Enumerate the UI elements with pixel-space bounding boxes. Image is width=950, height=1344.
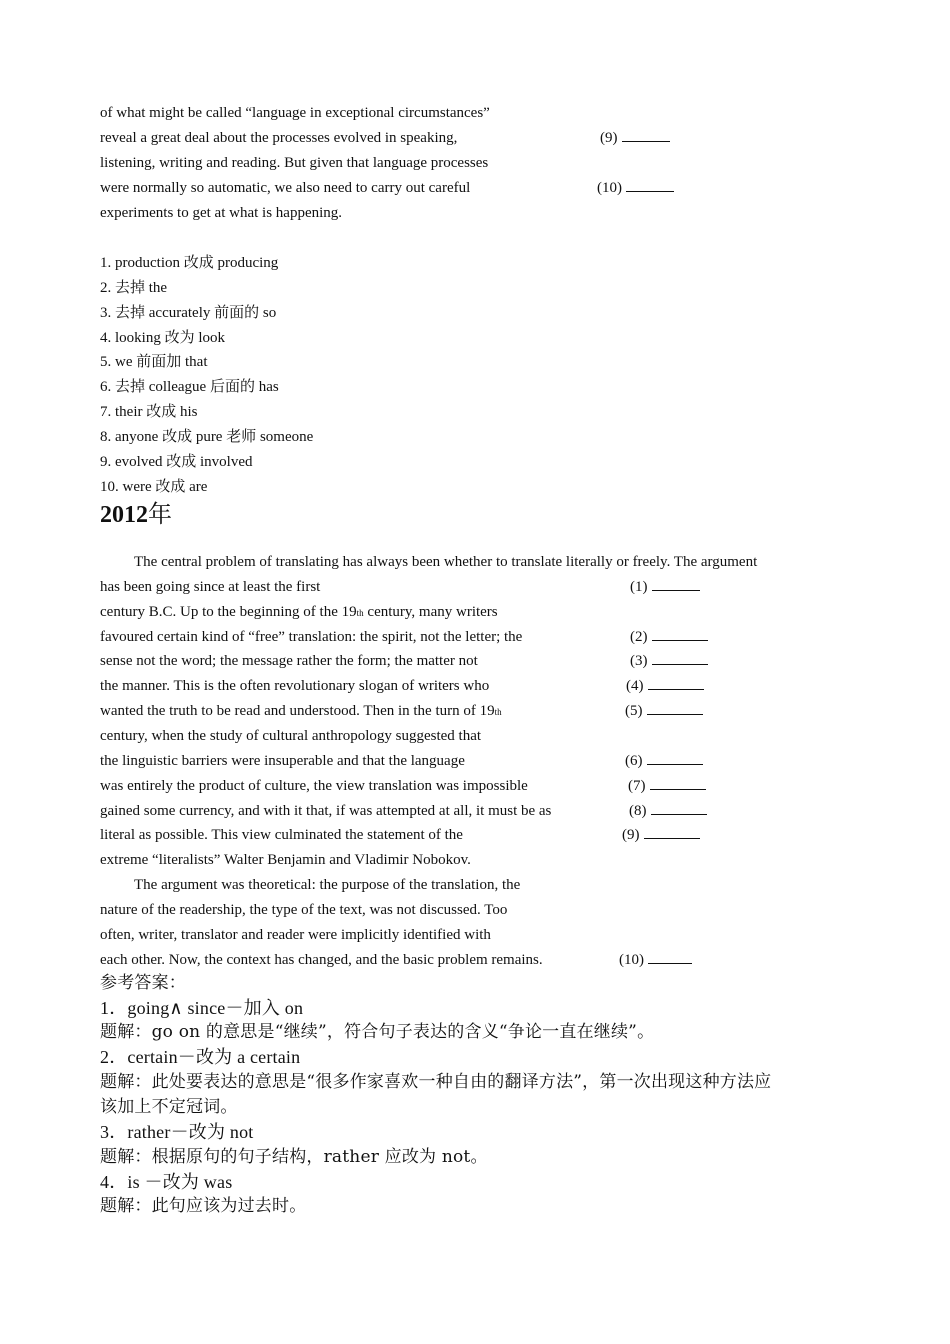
passage-line: century B.C. Up to the beginning of the 19th century, many writers: [100, 604, 498, 620]
answer-explanation: 题解：根据原句的句子结构，rather 应改为 not。: [100, 1147, 488, 1167]
answer-item: 7. their 改成 his: [100, 404, 198, 420]
answer-item: 8. anyone 改成 pure 老师 someone: [100, 429, 314, 445]
passage-line: was entirely the product of culture, the view translation was impossible: [100, 778, 528, 794]
answer-item: 4. looking 改为 look: [100, 330, 226, 346]
passage-line: wanted the truth to be read and understood. Then in the turn of 19th: [100, 703, 502, 719]
answer-explanation: 题解：go on 的意思是“继续”，符合句子表达的含义“争论一直在继续”。: [100, 1022, 655, 1042]
blank-marker-7: (7): [628, 777, 706, 795]
passage-line: the linguistic barriers were insuperable and that the language: [100, 753, 465, 769]
passage-line: of what might be called “language in exceptional circumstances”: [100, 105, 490, 121]
answer-explanation: 题解：此处要表达的意思是“很多作家喜欢一种自由的翻译方法”，第一次出现这种方法应: [100, 1072, 772, 1092]
blank-marker-3: (3): [630, 652, 708, 670]
answer-item: 5. we 前面加 that: [100, 354, 208, 370]
blank-marker-10: (10): [597, 179, 674, 197]
passage-line: literal as possible. This view culminated the statement of the: [100, 827, 463, 843]
blank-marker-1: (1): [630, 578, 700, 596]
blank-marker-5: (5): [625, 702, 703, 720]
passage-line: extreme “literalists” Walter Benjamin and Vladimir Nobokov.: [100, 852, 471, 868]
passage-line: gained some currency, and with it that, if was attempted at all, it must be as: [100, 803, 552, 819]
answer-item: 3. 去掉 accurately 前面的 so: [100, 305, 277, 321]
passage-line: were normally so automatic, we also need to carry out careful: [100, 180, 471, 196]
answer-item: 9. evolved 改成 involved: [100, 454, 253, 470]
answer-explanation: 该加上不定冠词。: [100, 1097, 238, 1117]
blank-marker-9: (9): [622, 826, 700, 844]
passage-line: often, writer, translator and reader were implicitly identified with: [100, 927, 491, 943]
answer-item: 2．certain－改为 a certain: [100, 1047, 301, 1067]
blank-marker-4: (4): [626, 677, 704, 695]
passage-line: The argument was theoretical: the purpose of the translation, the: [134, 877, 521, 893]
year-number: 2012: [100, 502, 148, 528]
passage-line: favoured certain kind of “free” translation: the spirit, not the letter; the: [100, 629, 523, 645]
answer-item: 3．rather－改为 not: [100, 1122, 254, 1142]
blank-marker-2: (2): [630, 628, 708, 646]
blank-marker-8: (8): [629, 802, 707, 820]
passage-line: nature of the readership, the type of the text, was not discussed. Too: [100, 902, 508, 918]
passage-line: The central problem of translating has always been whether to translate literally or freely. The argument: [134, 554, 758, 570]
passage-line: the manner. This is the often revolutionary slogan of writers who: [100, 678, 490, 694]
answer-item: 10. were 改成 are: [100, 479, 208, 495]
answer-item: 4．is －改为 was: [100, 1172, 233, 1192]
blank-marker-9: (9): [600, 129, 670, 147]
answer-explanation: 题解：此句应该为过去时。: [100, 1196, 307, 1216]
year-suffix: 年: [148, 502, 172, 528]
answer-item: 2. 去掉 the: [100, 280, 168, 296]
blank-marker-10: (10): [619, 951, 692, 969]
answer-item: 6. 去掉 colleague 后面的 has: [100, 379, 279, 395]
section-heading-2012: [100, 500, 172, 530]
answer-item: 1. production 改成 producing: [100, 255, 279, 271]
answer-item: 1．going∧ since－加入 on: [100, 998, 304, 1018]
passage-line: experiments to get at what is happening.: [100, 205, 343, 221]
passage-line: listening, writing and reading. But given that language processes: [100, 155, 489, 171]
passage-line: century, when the study of cultural anthropology suggested that: [100, 728, 482, 744]
answers-heading: 参考答案：: [100, 973, 186, 993]
passage-line: each other. Now, the context has changed, and the basic problem remains.: [100, 952, 543, 968]
passage-line: sense not the word; the message rather the form; the matter not: [100, 653, 478, 669]
passage-line: reveal a great deal about the processes evolved in speaking,: [100, 130, 458, 146]
passage-line: has been going since at least the first: [100, 579, 321, 595]
blank-marker-6: (6): [625, 752, 703, 770]
